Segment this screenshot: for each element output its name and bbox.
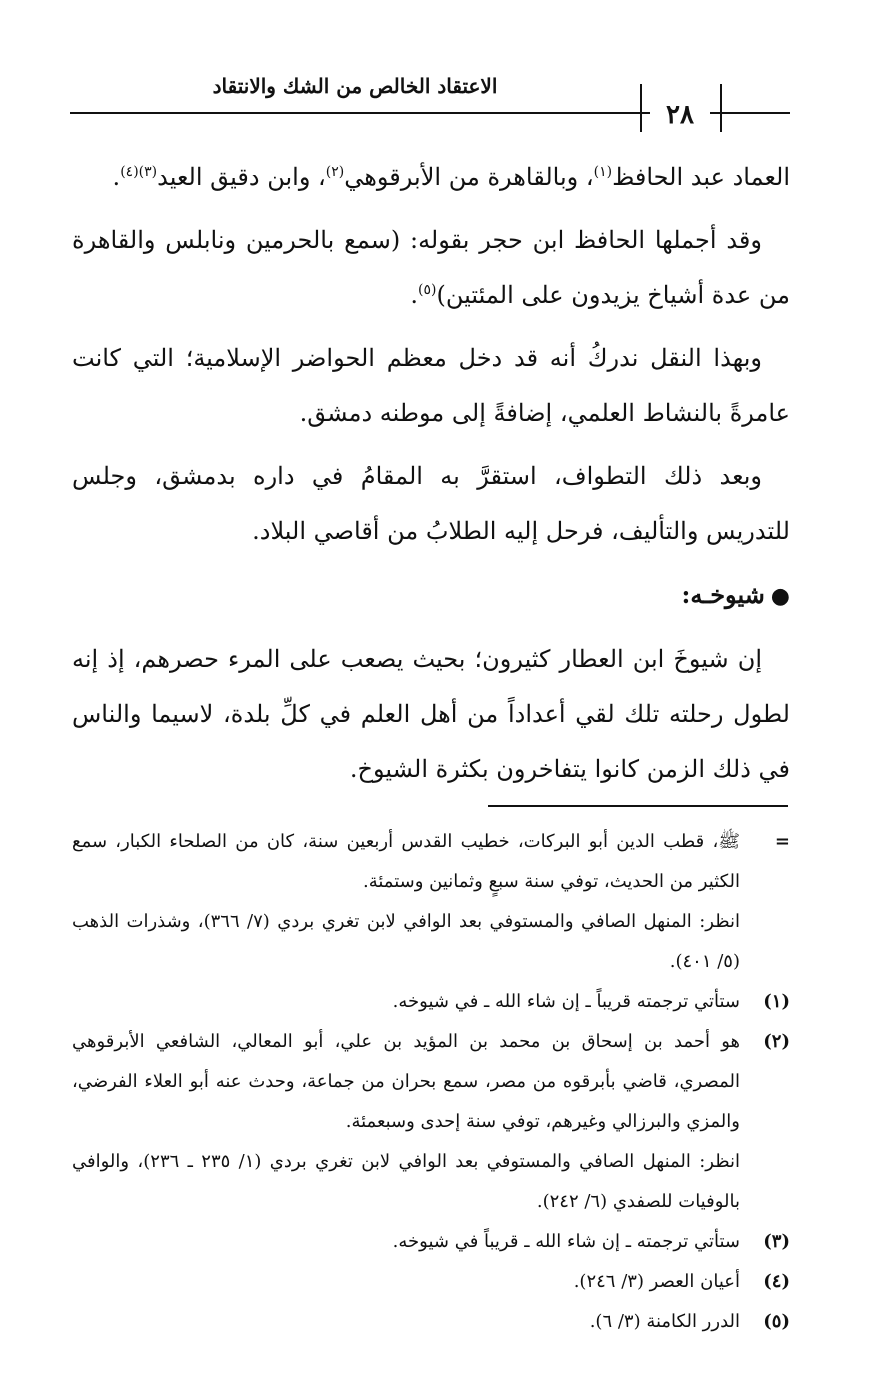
footnote-separator <box>488 805 788 807</box>
section-heading <box>72 567 790 624</box>
text-run: العماد عبد الحافظ <box>612 163 790 191</box>
main-text <box>72 150 790 805</box>
footnote-number: (١) <box>763 991 790 1012</box>
footnote-ref: (٢) <box>325 164 345 180</box>
text-run: ، وبالقاهرة من الأبرقوهي <box>344 163 594 191</box>
paragraph <box>72 150 790 205</box>
footnote-number: (٥) <box>763 1311 790 1332</box>
footnote-text: أعيان العصر (٣/ ٢٤٦). <box>573 1271 740 1292</box>
footnote-text: هو أحمد بن إسحاق بن محمد بن المؤيد بن علي، أبو المعالي، الشافعي الأبرقوهي المصري، قاضي بأبرقوه من مصر، سمع بحران من جماعة، وحدث عنه أبو العلاء الفرضي، والمزي والبرزالي وغيرهم، توفي سنة إحدى وسبعمئة. <box>72 1031 740 1132</box>
paragraph: وبعد ذلك التطواف، استقرَّ به المقامُ في داره بدمشق، وجلس للتدريس والتأليف، فرحل إليه الطلابُ من أقاصي البلاد. <box>72 462 790 545</box>
text-run: . <box>410 281 419 309</box>
footnote-ref: (٣) <box>138 164 158 180</box>
footnote <box>72 1262 790 1302</box>
running-header <box>70 70 790 140</box>
footnote-ref: (١) <box>593 164 613 180</box>
footnote-ref: (٤) <box>120 164 139 180</box>
text-run: . <box>112 163 121 191</box>
footnote-continuation <box>72 822 790 902</box>
footnotes <box>72 822 790 1342</box>
page-number-divider-left <box>640 84 642 132</box>
footnote <box>72 1302 790 1342</box>
page-number-divider-right <box>720 84 722 132</box>
book-title: الاعتقاد الخالص من الشك والانتقاد <box>212 74 498 98</box>
section-heading-label: شيوخـه: <box>681 580 765 609</box>
bullet-icon: ● <box>770 583 790 609</box>
page-number: ٢٨ <box>650 100 710 130</box>
footnote-ref: (٥) <box>418 282 437 298</box>
footnote <box>72 1222 790 1262</box>
footnote-text: الدرر الكامنة (٣/ ٦). <box>589 1311 740 1332</box>
footnote <box>72 1022 790 1142</box>
footnote-number: (٤) <box>763 1271 790 1292</box>
footnote-number: (٣) <box>763 1231 790 1252</box>
footnote-number: (٢) <box>763 1031 790 1052</box>
footnote-text: ﷺ، قطب الدين أبو البركات، خطيب القدس أربعين سنة، كان من الصلحاء الكبار، سمع الكثير من الحديث، توفي سنة سبعٍ وثمانين وستمئة. <box>72 831 740 892</box>
paragraph <box>72 213 790 323</box>
footnote-source: انظر: المنهل الصافي والمستوفي بعد الوافي لابن تغري بردي (١/ ٢٣٥ ـ ٢٣٦)، والوافي بالوفيات للصفدي (٦/ ٢٤٢). <box>72 1151 741 1212</box>
footnote <box>72 982 790 1022</box>
footnote-text: ستأتي ترجمته قريباً ـ إن شاء الله ـ في شيوخه. <box>392 991 740 1012</box>
footnote-marker: = <box>774 831 790 852</box>
paragraph: وبهذا النقل ندركُ أنه قد دخل معظم الحواضر الإسلامية؛ التي كانت عامرةً بالنشاط العلمي، إضافةً إلى موطنه دمشق. <box>72 344 790 427</box>
footnote-text: ستأتي ترجمته ـ إن شاء الله ـ قريباً في شيوخه. <box>392 1231 740 1252</box>
footnote-source: انظر: المنهل الصافي والمستوفي بعد الوافي لابن تغري بردي (٧/ ٣٦٦)، وشذرات الذهب (٥/ ٤٠١). <box>72 911 740 972</box>
text-run: ، وابن دقيق العيد <box>157 163 326 191</box>
text-run: وقد أجملها الحافظ ابن حجر بقوله: (سمع بالحرمين ونابلس والقاهرة من عدة أشياخ يزيدون على المئتين) <box>72 226 790 309</box>
paragraph: إن شيوخَ ابن العطار كثيرون؛ بحيث يصعب على المرء حصرهم، إذ إنه لطول رحلته تلك لقي أعداداً من أهل العلم في كلِّ بلدة، لاسيما والناس في ذلك الزمن كانوا يتفاخرون بكثرة الشيوخ. <box>72 645 790 783</box>
